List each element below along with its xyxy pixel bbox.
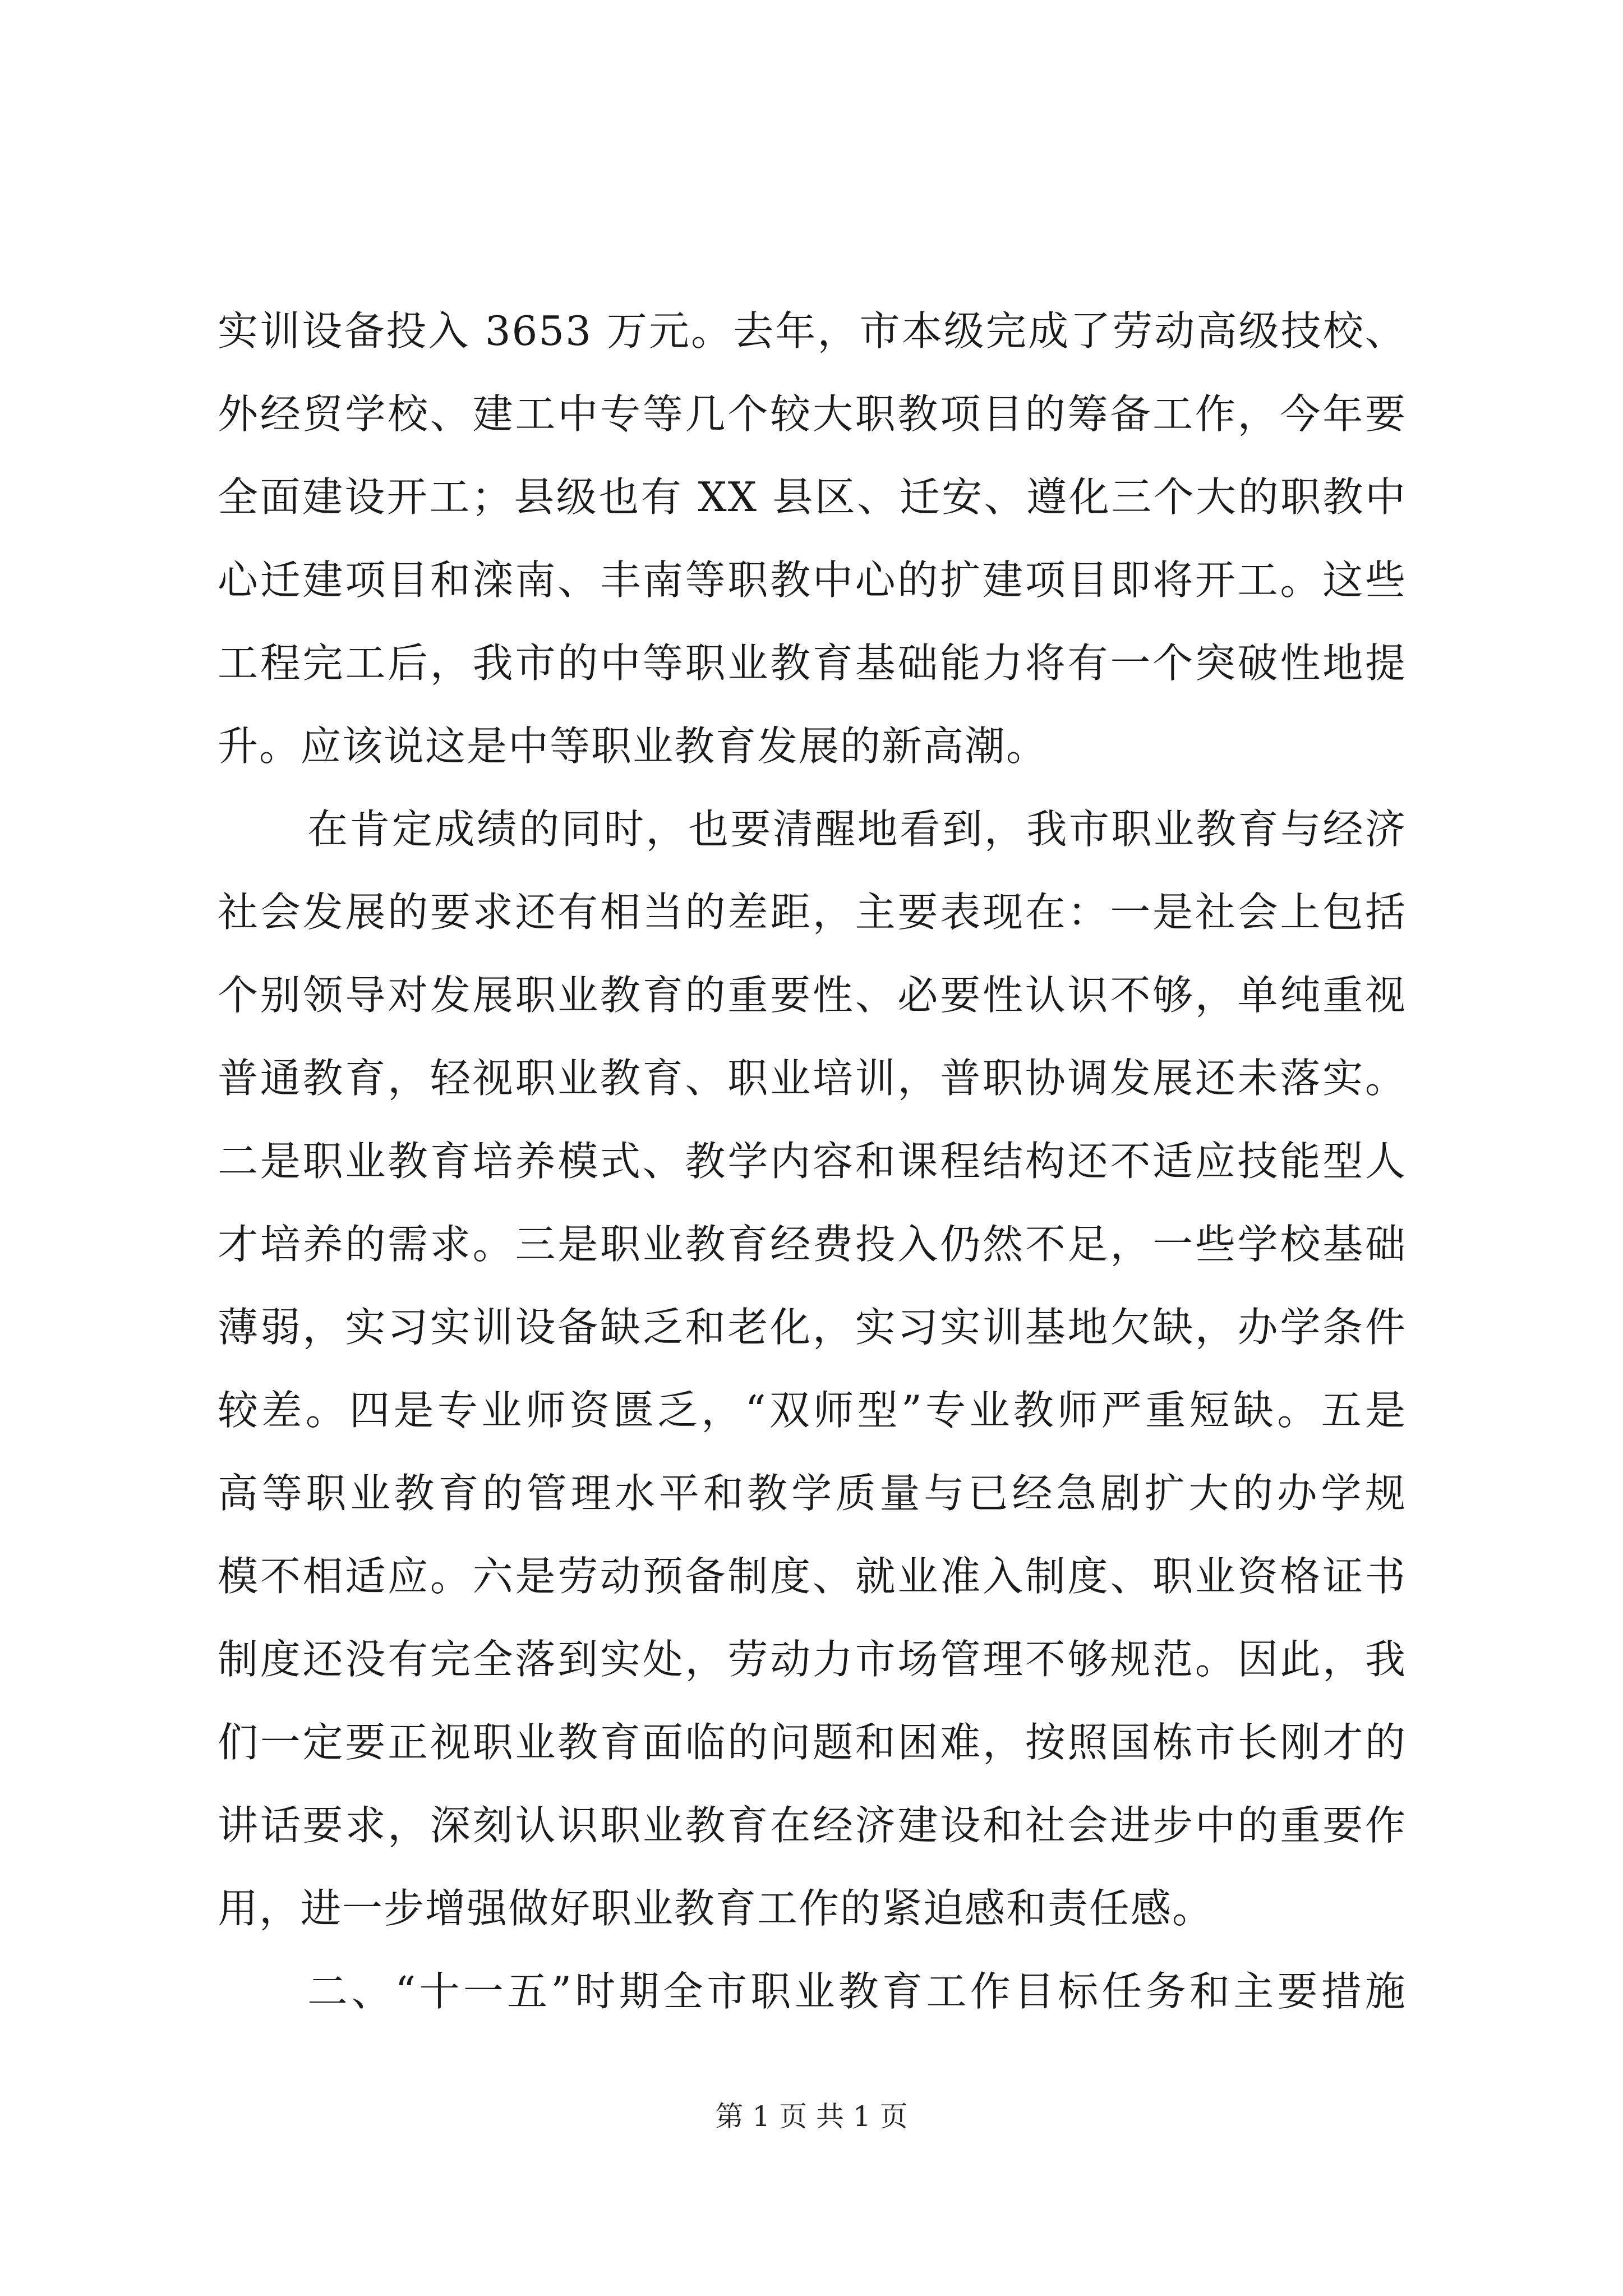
text-line: 薄弱，实习实训设备缺乏和老化，实习实训基地欠缺，办学条件	[218, 1304, 1407, 1351]
text-line: 讲话要求，深刻认识职业教育在经济建设和社会进步中的重要作	[218, 1802, 1407, 1849]
text-line: 制度还没有完全落到实处，劳动力市场管理不够规范。因此，我	[218, 1636, 1407, 1683]
text-line: 工程完工后，我市的中等职业教育基础能力将有一个突破性地提	[218, 639, 1407, 687]
text-line: 普通教育，轻视职业教育、职业培训，普职协调发展还未落实。	[218, 1055, 1407, 1102]
page-footer	[0, 2097, 1623, 2136]
page-number-label: 第 1 页 共 1 页	[715, 2100, 908, 2133]
text-line: 用，进一步增强做好职业教育工作的紧迫感和责任感。	[218, 1885, 1214, 1932]
text-line: 才培养的需求。三是职业教育经费投入仍然不足，一些学校基础	[218, 1221, 1407, 1268]
text-line: 个别领导对发展职业教育的重要性、必要性认识不够，单纯重视	[218, 972, 1407, 1019]
body-text	[218, 289, 1407, 2033]
text-line: 心迁建项目和滦南、丰南等职教中心的扩建项目即将开工。这些	[218, 556, 1407, 604]
text-line: 社会发展的要求还有相当的差距，主要表现在：一是社会上包括	[218, 889, 1407, 936]
text-line: 模不相适应。六是劳动预备制度、就业准入制度、职业资格证书	[218, 1553, 1407, 1600]
text-line: 全面建设开工；县级也有 XX 县区、迁安、遵化三个大的职教中	[218, 473, 1407, 521]
text-line: 二是职业教育培养模式、教学内容和课程结构还不适应技能型人	[218, 1138, 1407, 1185]
paragraph-first-line: 在肯定成绩的同时，也要清醒地看到，我市职业教育与经济	[307, 806, 1407, 853]
text-line: 们一定要正视职业教育面临的问题和困难，按照国栋市长刚才的	[218, 1719, 1407, 1766]
text-line: 升。应该说这是中等职业教育发展的新高潮。	[218, 723, 1048, 770]
section-heading: 二、“十一五”时期全市职业教育工作目标任务和主要措施	[307, 1968, 1407, 2015]
text-line: 外经贸学校、建工中专等几个较大职教项目的筹备工作，今年要	[218, 390, 1407, 438]
text-line: 高等职业教育的管理水平和教学质量与已经急剧扩大的办学规	[218, 1470, 1407, 1517]
text-line: 较差。四是专业师资匮乏，“双师型”专业教师严重短缺。五是	[218, 1387, 1407, 1434]
text-line: 实训设备投入 3653 万元。去年，市本级完成了劳动高级技校、	[218, 307, 1407, 355]
